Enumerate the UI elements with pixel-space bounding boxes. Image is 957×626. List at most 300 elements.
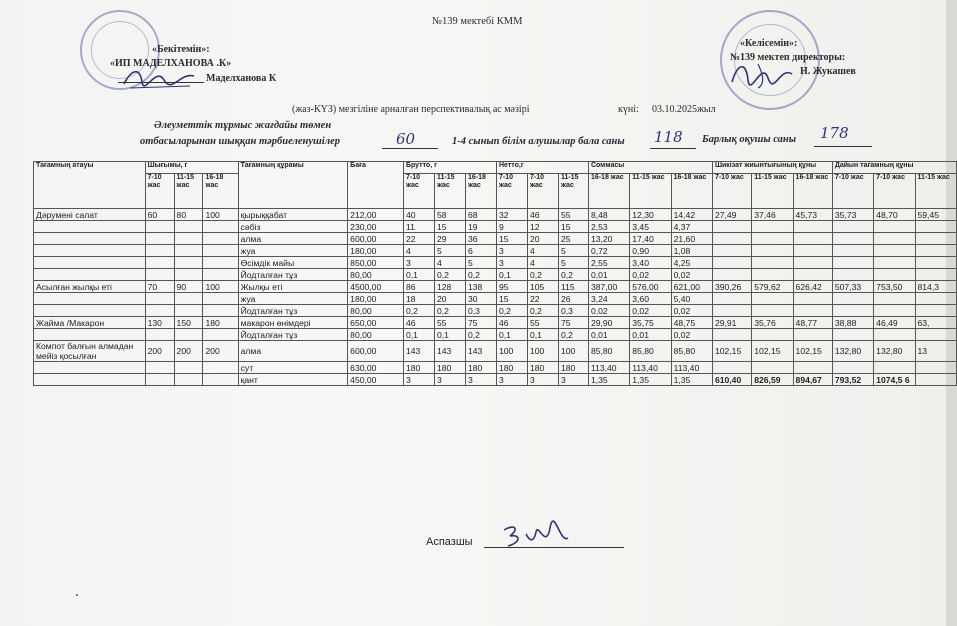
- cell-n1: 32: [496, 209, 527, 221]
- cell-price: 4500,00: [348, 281, 404, 293]
- cell-d1: [832, 269, 873, 281]
- cell-s2: 1,35: [630, 374, 671, 386]
- cell-s3: 21,60: [671, 233, 712, 245]
- stray-dot: [76, 594, 78, 596]
- cell-d1: 793,52: [832, 374, 873, 386]
- cell-r1: 29,91: [712, 317, 751, 329]
- cell-s3: 48,75: [671, 317, 712, 329]
- cell-r2: 102,15: [752, 341, 793, 362]
- cell-s2: 576,00: [630, 281, 671, 293]
- cell-g2: 128: [434, 281, 465, 293]
- cell-n2: 0,2: [527, 305, 558, 317]
- cell-s2: 35,75: [630, 317, 671, 329]
- grade-count-line: [650, 148, 696, 149]
- table-row: [34, 221, 957, 233]
- cell-n1: 3: [496, 245, 527, 257]
- header-ready-cost: Дайын тағамның құны: [832, 162, 956, 174]
- cell-d3: [915, 269, 957, 281]
- cell-n1: 100: [496, 341, 527, 362]
- subheader-output-2: 16-18 жас: [203, 174, 238, 209]
- cell-d1: [832, 245, 873, 257]
- cell-s3: 0,02: [671, 329, 712, 341]
- cell-price: 850,00: [348, 257, 404, 269]
- grade-label: 1-4 сынып білім алушылар бала саны: [452, 136, 625, 147]
- cell-dish: [34, 293, 146, 305]
- cell-g2: 5: [434, 245, 465, 257]
- cell-comp: алма: [238, 341, 348, 362]
- cell-r1: [712, 269, 751, 281]
- cell-r1: 27,49: [712, 209, 751, 221]
- cell-g2: 3: [434, 374, 465, 386]
- cell-dish: [34, 221, 146, 233]
- approved-label: «Бекітемін»:: [152, 44, 210, 55]
- cell-g3: 30: [465, 293, 496, 305]
- table-row: [34, 233, 957, 245]
- cell-price: 180,00: [348, 293, 404, 305]
- cell-r3: [793, 257, 832, 269]
- cell-d2: [874, 245, 915, 257]
- cell-g2: 180: [434, 362, 465, 374]
- cell-r3: 102,15: [793, 341, 832, 362]
- cell-d3: 13: [915, 341, 957, 362]
- cell-s1: 0,01: [588, 269, 629, 281]
- subheader-output-0: 7-10 жас: [145, 174, 174, 209]
- cell-d1: [832, 293, 873, 305]
- cell-n2: 3: [527, 374, 558, 386]
- cell-o1: 70: [145, 281, 174, 293]
- cell-s2: 0,02: [630, 305, 671, 317]
- cell-o3: 100: [203, 281, 238, 293]
- cell-comp: Йодталған тұз: [238, 329, 348, 341]
- cell-r1: 390,26: [712, 281, 751, 293]
- category-line-1: Әлеуметтік тұрмыс жағдайы төмен: [154, 120, 332, 131]
- cell-d3: [915, 221, 957, 233]
- cell-n3: 115: [558, 281, 588, 293]
- cell-n1: 95: [496, 281, 527, 293]
- cell-d2: 46,49: [874, 317, 915, 329]
- cell-n3: 0,2: [558, 329, 588, 341]
- cell-r2: 37,46: [752, 209, 793, 221]
- category-line-2: отбасыларынан шыққан тәрбиеленушілер: [140, 136, 340, 147]
- cell-n1: 9: [496, 221, 527, 233]
- cell-o3: [203, 374, 238, 386]
- cell-d2: [874, 269, 915, 281]
- cell-d3: [915, 293, 957, 305]
- cell-o2: 90: [174, 281, 203, 293]
- cell-r3: [793, 233, 832, 245]
- cell-n1: 180: [496, 362, 527, 374]
- cell-d2: 48,70: [874, 209, 915, 221]
- cook-label: Аспазшы: [426, 536, 473, 548]
- cell-g2: 143: [434, 341, 465, 362]
- subheader-raw-cost-2: 16-18 жас: [793, 174, 832, 209]
- table-row: [34, 305, 957, 317]
- cell-g2: 0,2: [434, 269, 465, 281]
- cell-o1: [145, 293, 174, 305]
- cell-o3: [203, 269, 238, 281]
- cell-price: 600,00: [348, 341, 404, 362]
- cell-g3: 5: [465, 257, 496, 269]
- cell-price: 80,00: [348, 329, 404, 341]
- subheader-gross-2: 16-18 жас: [465, 174, 496, 209]
- cell-r2: [752, 257, 793, 269]
- cell-s1: 2,53: [588, 221, 629, 233]
- cell-price: 450,00: [348, 374, 404, 386]
- cell-r1: 610,40: [712, 374, 751, 386]
- cell-dish: Асылған жылқы еті: [34, 281, 146, 293]
- cell-g1: 86: [403, 281, 434, 293]
- cell-g2: 15: [434, 221, 465, 233]
- cell-n3: 3: [558, 374, 588, 386]
- cell-r2: [752, 293, 793, 305]
- cell-o1: [145, 245, 174, 257]
- table-row: [34, 269, 957, 281]
- subheader-net-0: 7-10 жас: [496, 174, 527, 209]
- menu-title: (жаз-КҮЗ) мезгіліне арналған перспективалық ас мәзірі: [292, 104, 530, 115]
- cell-o3: [203, 221, 238, 233]
- cell-g2: 0,1: [434, 329, 465, 341]
- cell-s2: 113,40: [630, 362, 671, 374]
- agreed-org: №139 мектеп директоры:: [730, 52, 846, 63]
- cell-g1: 3: [403, 257, 434, 269]
- cell-comp: Жылқы еті: [238, 281, 348, 293]
- cell-o2: 150: [174, 317, 203, 329]
- cell-g1: 0,1: [403, 329, 434, 341]
- cell-s3: 85,80: [671, 341, 712, 362]
- cell-price: 80,00: [348, 305, 404, 317]
- cell-d3: 59,45: [915, 209, 957, 221]
- subheader-raw-cost-1: 11-15 жас: [752, 174, 793, 209]
- cell-o2: [174, 305, 203, 317]
- cell-comp: Йодталған тұз: [238, 305, 348, 317]
- cell-n2: 12: [527, 221, 558, 233]
- cell-n1: 0,2: [496, 305, 527, 317]
- cell-o3: [203, 305, 238, 317]
- subheader-sum-0: 16-18 жас: [588, 174, 629, 209]
- cell-d3: [915, 233, 957, 245]
- cell-r1: [712, 221, 751, 233]
- cell-d3: [915, 257, 957, 269]
- cell-r2: [752, 245, 793, 257]
- header-dish: Тағамның атауы: [34, 162, 146, 209]
- cell-n1: 46: [496, 317, 527, 329]
- subheader-raw-cost-0: 7-10 жас: [712, 174, 751, 209]
- cell-r3: 894,67: [793, 374, 832, 386]
- approved-signature-line: [118, 82, 204, 83]
- cell-dish: Жайма /Макарон: [34, 317, 146, 329]
- subheader-sum-1: 11-15 жас: [630, 174, 671, 209]
- cell-r1: [712, 245, 751, 257]
- cell-o1: [145, 233, 174, 245]
- cell-d2: [874, 257, 915, 269]
- cell-o2: [174, 221, 203, 233]
- cell-s1: 387,00: [588, 281, 629, 293]
- cell-dish: [34, 305, 146, 317]
- cell-d2: 132,80: [874, 341, 915, 362]
- cook-signature: [490, 520, 620, 554]
- subheader-ready-cost-1: 7-10 жас: [874, 174, 915, 209]
- agreed-label: «Келісемін»:: [740, 38, 798, 49]
- subheader-output-1: 11-15 жас: [174, 174, 203, 209]
- cell-g3: 75: [465, 317, 496, 329]
- table-row: [34, 245, 957, 257]
- cell-d2: [874, 221, 915, 233]
- cell-r3: [793, 245, 832, 257]
- cell-g1: 18: [403, 293, 434, 305]
- header-output: Шығымы, г: [145, 162, 238, 174]
- cell-s2: 0,01: [630, 329, 671, 341]
- cell-g3: 36: [465, 233, 496, 245]
- cell-comp: қант: [238, 374, 348, 386]
- cell-r3: [793, 305, 832, 317]
- cell-n3: 0,2: [558, 269, 588, 281]
- cell-r3: [793, 329, 832, 341]
- cell-s3: 1,08: [671, 245, 712, 257]
- cell-n2: 46: [527, 209, 558, 221]
- left-signature: [120, 62, 200, 92]
- cell-s3: 0,02: [671, 269, 712, 281]
- cell-dish: [34, 269, 146, 281]
- cell-d3: 814,3: [915, 281, 957, 293]
- cell-n1: 3: [496, 374, 527, 386]
- cell-price: 630,00: [348, 362, 404, 374]
- cell-n3: 5: [558, 245, 588, 257]
- cell-g3: 68: [465, 209, 496, 221]
- cell-g1: 22: [403, 233, 434, 245]
- cell-g3: 138: [465, 281, 496, 293]
- cell-g2: 29: [434, 233, 465, 245]
- cell-n3: 5: [558, 257, 588, 269]
- cell-s1: 113,40: [588, 362, 629, 374]
- subheader-gross-1: 11-15 жас: [434, 174, 465, 209]
- cell-g3: 0,2: [465, 329, 496, 341]
- cell-d3: [915, 329, 957, 341]
- cell-d2: [874, 329, 915, 341]
- cell-o2: [174, 362, 203, 374]
- cell-o2: [174, 329, 203, 341]
- cell-o1: 130: [145, 317, 174, 329]
- cell-g2: 20: [434, 293, 465, 305]
- cell-dish: [34, 245, 146, 257]
- date-value: 03.10.2025жыл: [652, 104, 716, 115]
- cell-comp: Өсімдік майы: [238, 257, 348, 269]
- cell-o3: [203, 293, 238, 305]
- cell-g3: 0,3: [465, 305, 496, 317]
- header-gross: Брутто, г: [403, 162, 496, 174]
- header-net: Нетто,г: [496, 162, 588, 174]
- cell-price: 212,00: [348, 209, 404, 221]
- cell-o3: 200: [203, 341, 238, 362]
- cell-r1: [712, 233, 751, 245]
- cell-dish: [34, 257, 146, 269]
- table-row: [34, 293, 957, 305]
- approved-org: «ИП МАДЕЛХАНОВА .К»: [110, 58, 232, 69]
- cell-price: 80,00: [348, 269, 404, 281]
- cell-o3: [203, 329, 238, 341]
- cell-r2: [752, 305, 793, 317]
- cell-s2: 85,80: [630, 341, 671, 362]
- cell-comp: Йодталған тұз: [238, 269, 348, 281]
- cell-n1: 0,1: [496, 269, 527, 281]
- cell-n1: 15: [496, 293, 527, 305]
- cell-price: 230,00: [348, 221, 404, 233]
- cell-o3: [203, 257, 238, 269]
- cell-o2: 80: [174, 209, 203, 221]
- cell-s2: 12,30: [630, 209, 671, 221]
- cell-d2: [874, 305, 915, 317]
- cell-g3: 0,2: [465, 269, 496, 281]
- cell-o3: 180: [203, 317, 238, 329]
- cell-r3: 48,77: [793, 317, 832, 329]
- table-row: [34, 329, 957, 341]
- cell-n2: 105: [527, 281, 558, 293]
- table-row: [34, 209, 957, 221]
- cell-dish: [34, 233, 146, 245]
- cell-n2: 100: [527, 341, 558, 362]
- total-count: 178: [820, 124, 849, 142]
- agreed-name: Н. Жукашев: [800, 66, 856, 77]
- cell-price: 650,00: [348, 317, 404, 329]
- cell-r3: [793, 362, 832, 374]
- grade-count: 118: [654, 128, 683, 146]
- cell-g1: 11: [403, 221, 434, 233]
- cell-g2: 58: [434, 209, 465, 221]
- cell-o2: [174, 257, 203, 269]
- subheader-ready-cost-0: 7-10 жас: [832, 174, 873, 209]
- cell-d2: [874, 233, 915, 245]
- cell-comp: сәбіз: [238, 221, 348, 233]
- cell-r3: [793, 269, 832, 281]
- cell-r2: 826,59: [752, 374, 793, 386]
- cell-comp: макарон өнімдері: [238, 317, 348, 329]
- cell-d1: [832, 362, 873, 374]
- table-row: [34, 362, 957, 374]
- cell-r3: 626,42: [793, 281, 832, 293]
- cell-g1: 143: [403, 341, 434, 362]
- cell-s1: 85,80: [588, 341, 629, 362]
- cell-s2: 17,40: [630, 233, 671, 245]
- cell-dish: [34, 362, 146, 374]
- menu-table: [33, 161, 957, 386]
- cell-r1: [712, 362, 751, 374]
- cell-r2: [752, 329, 793, 341]
- cell-s3: 1,35: [671, 374, 712, 386]
- cell-g1: 4: [403, 245, 434, 257]
- date-label: күні:: [618, 104, 639, 115]
- cell-o2: [174, 293, 203, 305]
- cell-d1: 507,33: [832, 281, 873, 293]
- cell-o2: 200: [174, 341, 203, 362]
- cell-o1: [145, 305, 174, 317]
- cell-n3: 100: [558, 341, 588, 362]
- cell-comp: жуа: [238, 245, 348, 257]
- cell-comp: қырыққабат: [238, 209, 348, 221]
- cell-n1: 0,1: [496, 329, 527, 341]
- table-row: [34, 317, 957, 329]
- cell-r2: 579,62: [752, 281, 793, 293]
- cell-price: 180,00: [348, 245, 404, 257]
- cell-o1: [145, 221, 174, 233]
- table-row: [34, 281, 957, 293]
- cell-n3: 180: [558, 362, 588, 374]
- cell-g1: 0,1: [403, 269, 434, 281]
- cell-o2: [174, 233, 203, 245]
- cell-g2: 55: [434, 317, 465, 329]
- cell-d1: [832, 329, 873, 341]
- cell-r1: 102,15: [712, 341, 751, 362]
- cell-s3: 4,25: [671, 257, 712, 269]
- cell-n3: 26: [558, 293, 588, 305]
- cell-o3: [203, 362, 238, 374]
- cell-o3: [203, 233, 238, 245]
- cell-r3: [793, 293, 832, 305]
- cell-s1: 2,55: [588, 257, 629, 269]
- cell-d1: 38,88: [832, 317, 873, 329]
- cell-n2: 4: [527, 245, 558, 257]
- table-body: [34, 209, 957, 386]
- cell-o3: [203, 245, 238, 257]
- cell-dish: [34, 374, 146, 386]
- cell-n1: 3: [496, 257, 527, 269]
- cell-o1: [145, 362, 174, 374]
- cell-d2: [874, 293, 915, 305]
- school-name: №139 мектебі КММ: [432, 16, 523, 27]
- cell-d1: [832, 221, 873, 233]
- cell-n1: 15: [496, 233, 527, 245]
- subheader-gross-0: 7-10 жас: [403, 174, 434, 209]
- cell-o1: [145, 374, 174, 386]
- cell-s3: 113,40: [671, 362, 712, 374]
- cell-r1: [712, 329, 751, 341]
- cell-g3: 6: [465, 245, 496, 257]
- cell-d1: 35,73: [832, 209, 873, 221]
- cook-signature-line: [484, 547, 624, 548]
- cell-o1: [145, 269, 174, 281]
- cell-d3: [915, 305, 957, 317]
- cell-d3: [915, 245, 957, 257]
- cell-o2: [174, 245, 203, 257]
- table-row: [34, 341, 957, 362]
- cell-n3: 0,3: [558, 305, 588, 317]
- cell-o2: [174, 269, 203, 281]
- cell-d3: 63,: [915, 317, 957, 329]
- cell-n3: 15: [558, 221, 588, 233]
- cell-g1: 3: [403, 374, 434, 386]
- header-composition: Тағамның құрамы: [238, 162, 348, 209]
- cell-r2: 35,76: [752, 317, 793, 329]
- cell-g3: 3: [465, 374, 496, 386]
- cell-s2: 0,02: [630, 269, 671, 281]
- total-label: Барлық оқушы саны: [702, 134, 797, 145]
- cell-g3: 143: [465, 341, 496, 362]
- subheader-net-2: 11-15 жас: [558, 174, 588, 209]
- cell-r1: [712, 305, 751, 317]
- cell-s1: 1,35: [588, 374, 629, 386]
- cell-d3: [915, 362, 957, 374]
- table-row: [34, 374, 957, 386]
- cell-d2: 753,50: [874, 281, 915, 293]
- cell-o3: 100: [203, 209, 238, 221]
- cell-o1: 60: [145, 209, 174, 221]
- cell-comp: алма: [238, 233, 348, 245]
- cell-s1: 13,20: [588, 233, 629, 245]
- cell-o1: [145, 257, 174, 269]
- category-count: 60: [396, 130, 416, 148]
- cell-s3: 5,40: [671, 293, 712, 305]
- cell-n2: 4: [527, 257, 558, 269]
- cell-s2: 3,60: [630, 293, 671, 305]
- cell-s3: 0,02: [671, 305, 712, 317]
